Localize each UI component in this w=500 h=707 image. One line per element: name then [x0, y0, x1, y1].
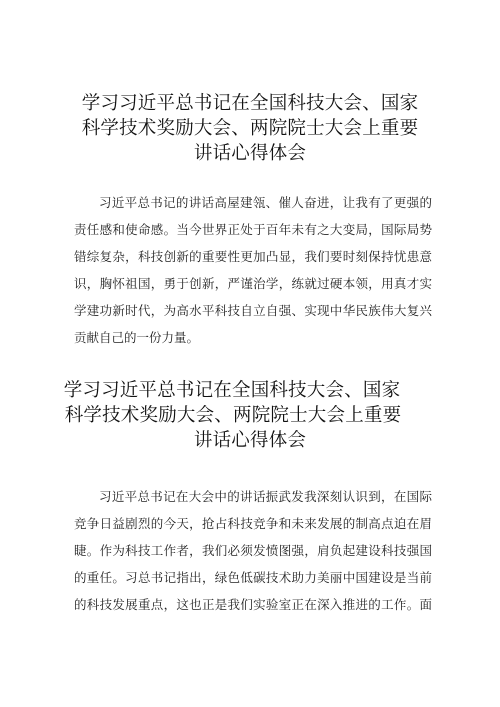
section-1-body-line-2: 责任感和使命感。当今世界正处于百年未有之大变局，国际局势 — [74, 222, 432, 237]
section-2-body — [74, 483, 432, 618]
section-2-body-line-4: 的重任。习总书记指出，绿色低碳技术助力美丽中国建设是当前 — [74, 570, 432, 585]
section-2-body-line-1: 习近平总书记在大会中的讲话振武发我深刻认识到，在国际 — [99, 489, 432, 504]
section-2-body-line-2: 竞争日益剧烈的今天，抢占科技竞争和未来发展的制高点迫在眉 — [74, 516, 432, 531]
section-1-body-line-3: 错综复杂，科技创新的重要性更加凸显，我们要时刻保持忧患意 — [74, 249, 432, 264]
section-2-title-line-2: 科学技术奖励大会、两院院士大会上重要 — [64, 405, 402, 426]
section-2-title — [0, 378, 500, 453]
section-2-body-line-5: 的科技发展重点，这也正是我们实验室正在深入推进的工作。面 — [74, 597, 432, 612]
section-1-title-line-2: 科学技术奖励大会、两院院士大会上重要 — [81, 118, 419, 139]
section-1-body — [74, 189, 432, 351]
section-1-body-line-4: 识，胸怀祖国，勇于创新，严谨治学，练就过硬本领，用真才实 — [74, 276, 432, 291]
section-1-title-line-3: 讲话心得体会 — [193, 143, 307, 164]
section-1-title — [0, 91, 500, 166]
section-1-title-line-1: 学习习近平总书记在全国科技大会、国家 — [81, 93, 419, 114]
section-1-body-line-1: 习近平总书记的讲话高屋建瓴、催人奋进，让我有了更强的 — [99, 195, 432, 210]
section-1-body-line-5: 学建功新时代，为高水平科技自立自强、实现中华民族伟大复兴 — [74, 303, 432, 318]
section-2-body-line-3: 睫。作为科技工作者，我们必须发愤图强，肩负起建设科技强国 — [74, 543, 432, 558]
section-2-title-line-3: 讲话心得体会 — [193, 430, 307, 451]
section-1-body-line-6: 贡献自己的一份力量。 — [74, 330, 200, 345]
section-2-title-line-1: 学习习近平总书记在全国科技大会、国家 — [63, 380, 401, 401]
